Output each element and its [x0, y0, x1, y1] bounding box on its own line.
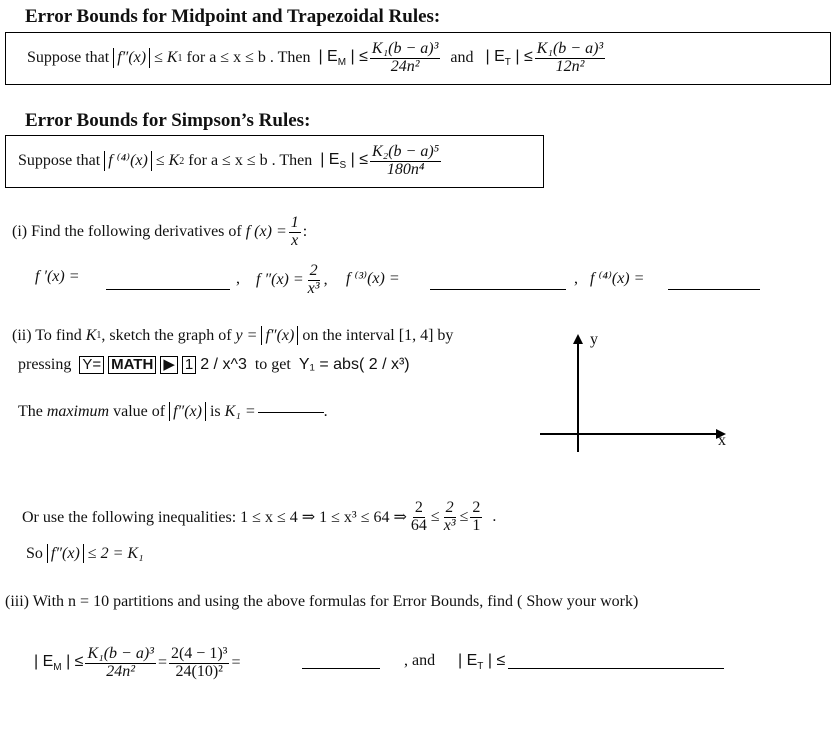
- part1-prompt: [12, 210, 307, 254]
- part2-line1: [12, 326, 453, 345]
- so-line: [26, 544, 144, 563]
- comma-3: ,: [574, 270, 578, 287]
- et-formula: $\frac{\text{K₁(b − a)³}}{\text{12n²}}$: [536, 39, 604, 75]
- em-label-2: | $E_M$ | ≤: [34, 652, 84, 674]
- sketch-text: , sketch the graph of: [101, 326, 232, 344]
- le-k2: ≤ K: [155, 152, 180, 169]
- abs-second-derivative: f″(x): [113, 48, 150, 67]
- suppose-text: Suppose that: [27, 49, 110, 66]
- es-label: | $E_S$ | ≤: [320, 150, 368, 172]
- part1-prompt-text: (i) Find the following derivatives of: [12, 223, 242, 240]
- abs-fourth-derivative: f ⁽⁴⁾(x): [104, 151, 152, 170]
- range-text: for a ≤ x ≤ b . Then: [186, 49, 311, 66]
- k1-blank[interactable]: [258, 411, 324, 413]
- so-text: So: [26, 544, 43, 562]
- midpoint-trapezoid-title: Error Bounds for Midpoint and Trapezoidal Rules:: [25, 6, 441, 27]
- le-1: ≤: [430, 508, 440, 525]
- y-axis-label: y: [590, 331, 598, 348]
- first-derivative-blank[interactable]: [106, 288, 230, 290]
- max-the: The: [18, 402, 43, 420]
- k2-subscript: 2: [179, 155, 185, 167]
- em-substituted: $\frac{\text{2(4 − 1)³}}{\text{24(10)²}}$: [170, 644, 228, 680]
- and-text-2: , and: [404, 652, 436, 669]
- part3-em-line: [34, 638, 240, 688]
- simpson-title: Error Bounds for Simpson’s Rules:: [25, 110, 311, 131]
- max-word: maximum: [46, 402, 110, 420]
- abs-second-derivative-2: f″(x): [261, 326, 298, 345]
- colon: :: [302, 223, 308, 240]
- part3-prompt: (iii) With n = 10 partitions and using the above formulas for Error Bounds, find ( Show your work): [5, 593, 639, 610]
- midpoint-trapezoid-statement: [27, 36, 607, 80]
- part2-intro: (ii) To find: [12, 326, 82, 344]
- k1-equals: K₁ =: [224, 402, 256, 420]
- to-get-text: to get: [254, 356, 291, 373]
- right-arrow-key-icon: ▶: [160, 356, 178, 374]
- fourth-derivative-blank[interactable]: [668, 288, 760, 290]
- second-derivative-label: f ″(x) =: [256, 271, 304, 288]
- and-text: and: [450, 49, 474, 66]
- third-derivative-label: f ⁽³⁾(x) =: [346, 270, 400, 287]
- y-equals-key: Y=: [79, 356, 104, 374]
- k1-subscript: 1: [177, 52, 183, 64]
- y-axis-arrow-icon: [573, 334, 583, 344]
- frac-2-1: $\frac{2}{1}$: [472, 498, 481, 534]
- so-conclusion: ≤ 2 = K₁: [87, 544, 144, 562]
- em-formula-2: $\frac{\text{K₁(b − a)³}}{\text{24n²}}$: [87, 644, 154, 680]
- y1-definition: Y₁ = abs( 2 / x³): [298, 356, 410, 373]
- sketch-axes[interactable]: [530, 330, 730, 460]
- f-fraction: $\frac{1}{x}$: [290, 213, 299, 249]
- comma-1: ,: [236, 270, 240, 287]
- inequality-text: Or use the following inequalities: 1 ≤ x ≤ 4 ⇒ 1 ≤ x³ ≤ 64 ⇒: [22, 509, 407, 526]
- k1-sub: 1: [96, 330, 102, 342]
- y-equals: y =: [235, 326, 258, 344]
- inequality-line: [22, 495, 496, 539]
- ineq-period: .: [492, 508, 497, 525]
- le-2: ≤: [459, 508, 469, 525]
- third-derivative-blank[interactable]: [430, 288, 566, 290]
- em-answer-blank[interactable]: [302, 667, 380, 669]
- em-label: | $E_M$ | ≤: [318, 47, 368, 69]
- f-of-x: f (x) =: [245, 223, 287, 240]
- pressing-text: pressing: [18, 356, 72, 373]
- math-key: MATH: [108, 356, 156, 374]
- second-derivative-fraction: $\frac{2}{\text{x³}}$: [307, 261, 320, 297]
- frac-2-x3: $\frac{2}{\text{x³}}$: [443, 498, 456, 534]
- le-k1: ≤ K: [154, 49, 178, 66]
- x-axis-label: x: [718, 432, 726, 449]
- et-label: | $E_T$ | ≤: [485, 47, 533, 69]
- part2-line2: [18, 356, 410, 374]
- simpson-statement: [18, 139, 443, 183]
- comma-2: ,: [323, 271, 328, 288]
- one-key: 1: [182, 356, 196, 374]
- period: .: [323, 402, 328, 420]
- frac-2-64: $\frac{2}{64}$: [410, 498, 427, 534]
- max-value-line: [18, 402, 328, 421]
- em-formula: $\frac{\text{K₁(b − a)³}}{\text{24n²}}$: [371, 39, 439, 75]
- k1-symbol: K: [85, 326, 97, 344]
- first-derivative-label: f ′(x) =: [35, 268, 80, 285]
- second-derivative-expr: [256, 258, 328, 302]
- abs-second-derivative-4: f″(x): [47, 544, 84, 563]
- max-value-of: value of: [113, 402, 166, 420]
- suppose-text: Suppose that: [18, 152, 101, 169]
- expression-text: 2 / x^3: [200, 356, 247, 373]
- abs-second-derivative-3: f″(x): [169, 402, 206, 421]
- et-label-2: | $E_T$ | ≤: [458, 652, 506, 673]
- equals-2: =: [231, 654, 241, 671]
- max-is: is: [209, 402, 221, 420]
- es-formula: $\frac{\text{K₂(b − a)⁵}}{\text{180n⁴}}$: [371, 142, 440, 178]
- fourth-derivative-label: f ⁽⁴⁾(x) =: [590, 270, 645, 287]
- et-answer-blank[interactable]: [508, 667, 724, 669]
- range-text: for a ≤ x ≤ b . Then: [188, 152, 313, 169]
- equals-1: =: [157, 654, 167, 671]
- interval-text: on the interval [1, 4] by: [302, 326, 454, 344]
